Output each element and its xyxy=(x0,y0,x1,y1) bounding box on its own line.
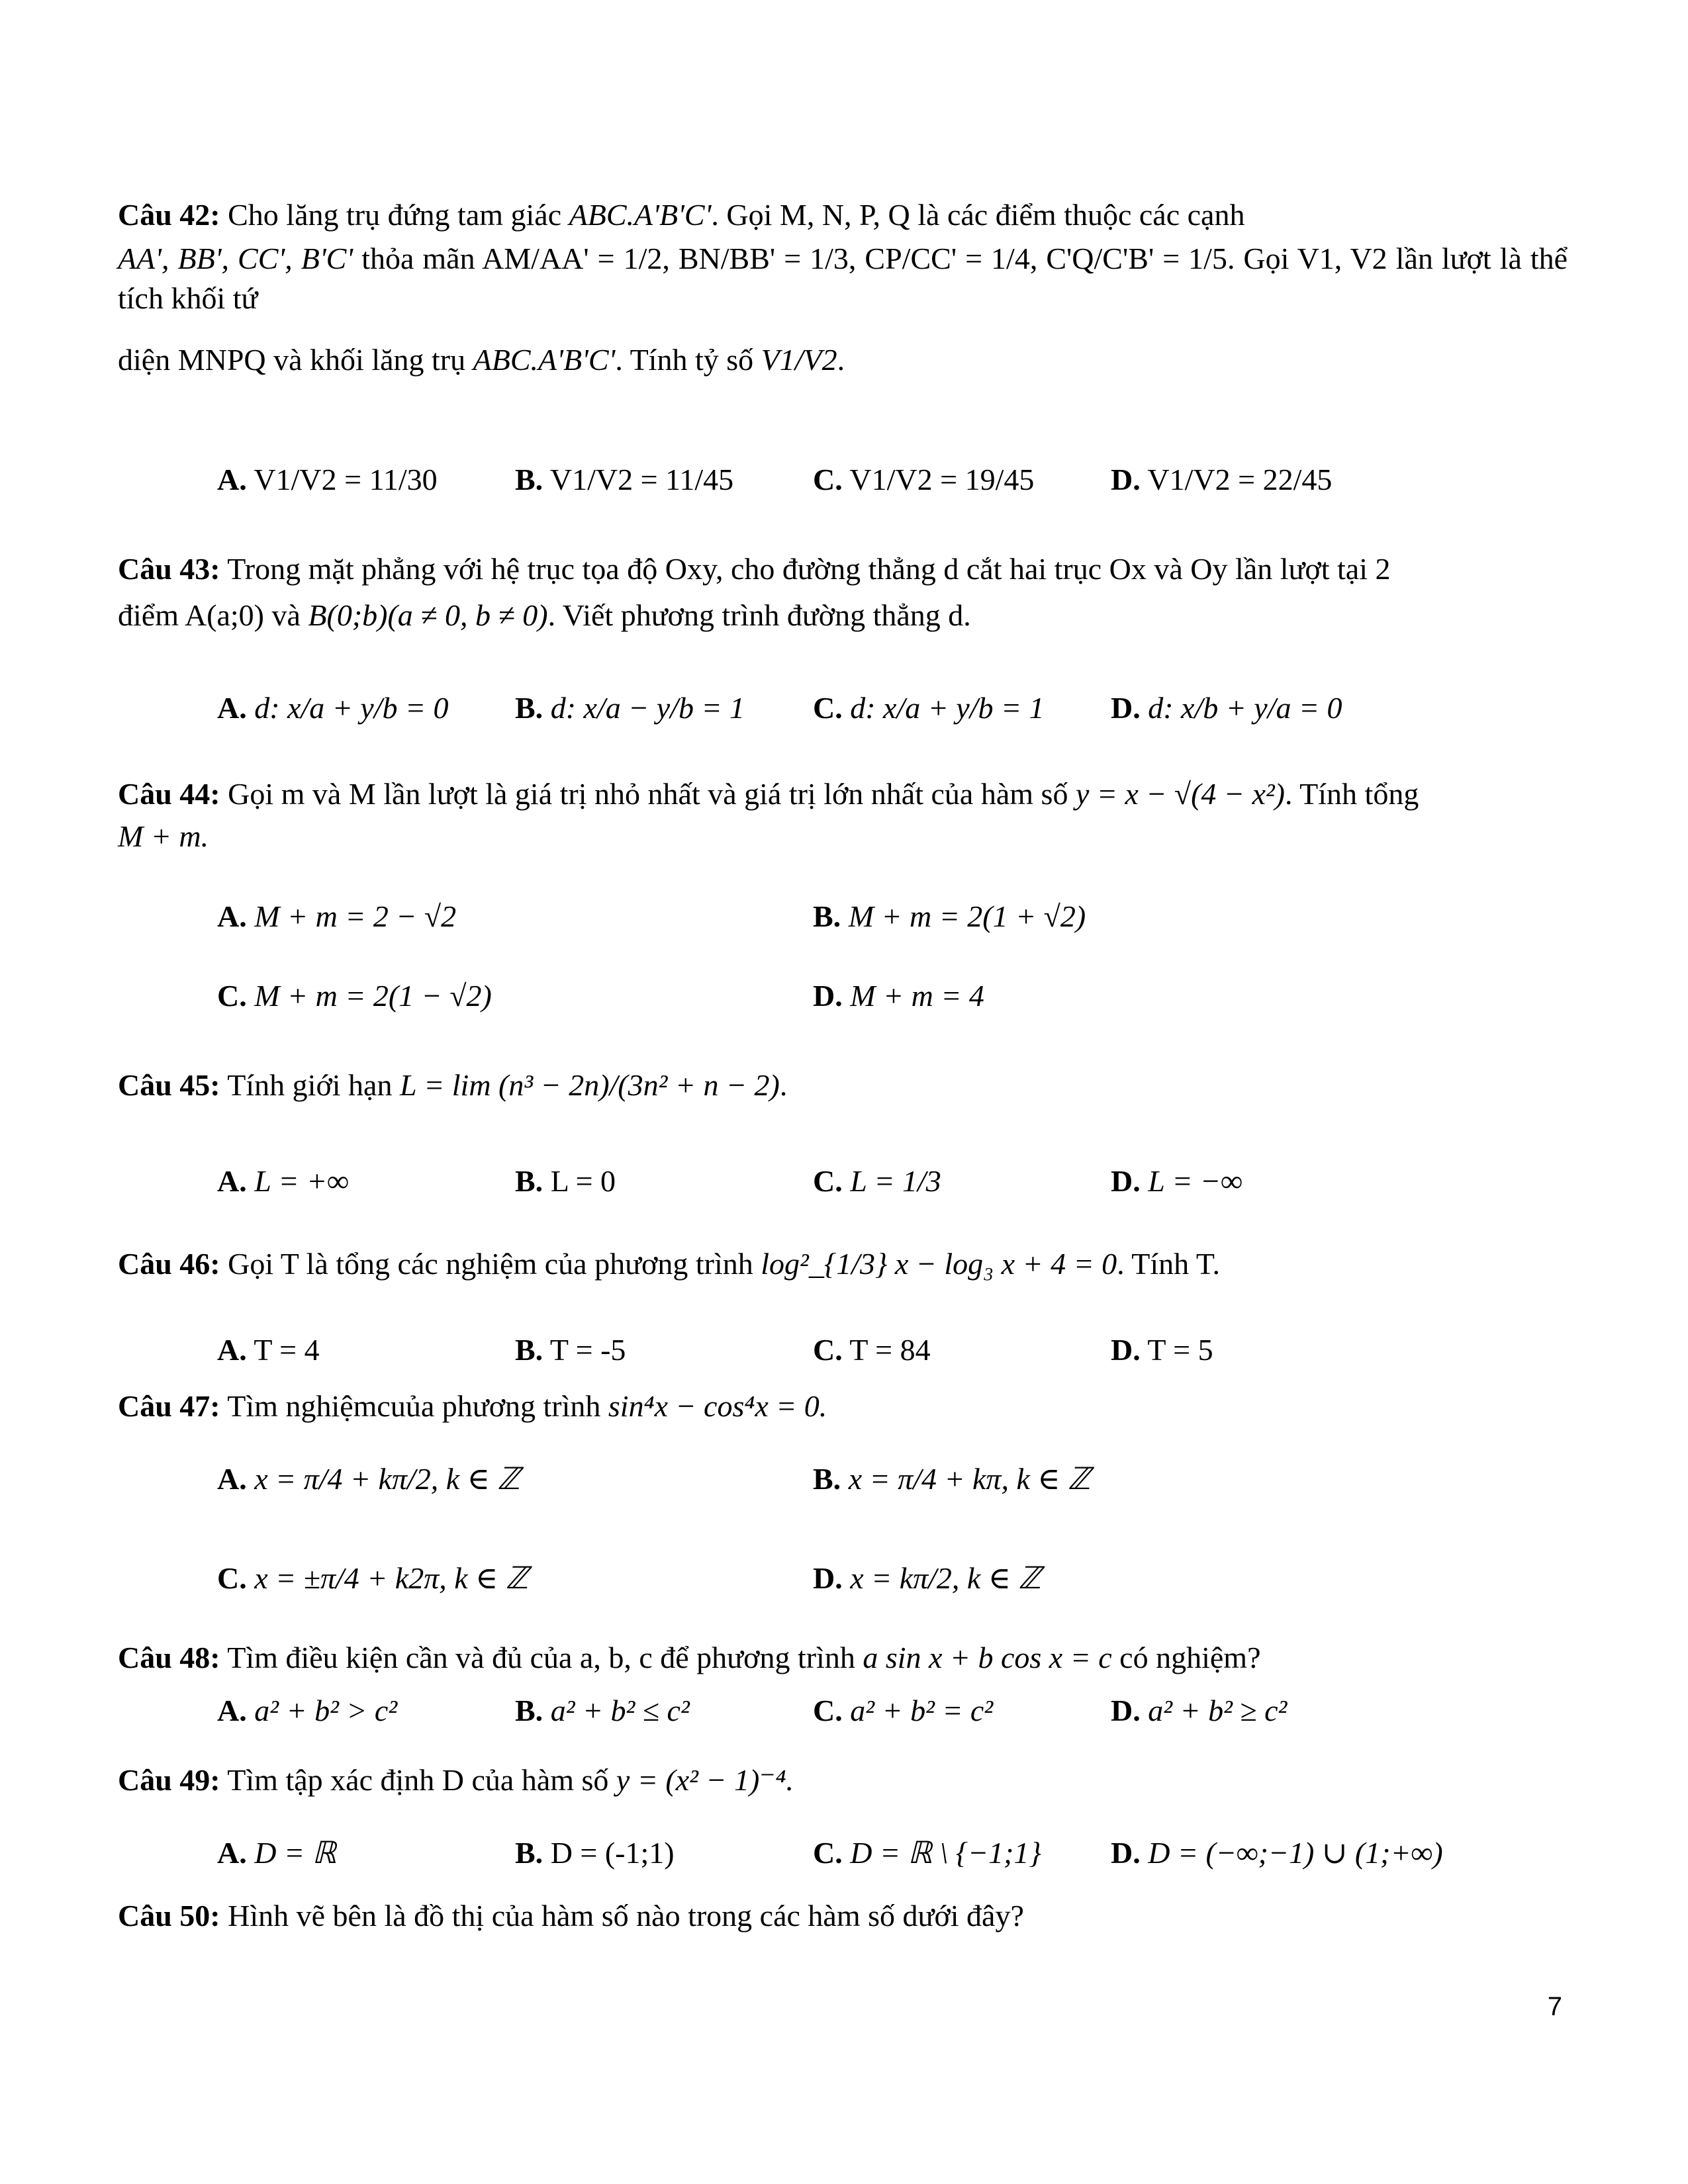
option-a[interactable]: A. V1/V2 = 11/30 xyxy=(217,463,438,496)
question-42-ratio-symbol: V1/V2 xyxy=(761,343,837,377)
question-45-stem: Câu 45: Tính giới hạn L = lim (n³ − 2n)/(3n² + n − 2). xyxy=(118,1068,788,1102)
question-42-ratio-3: CP/CC' = 1/4 xyxy=(865,241,1030,275)
option-a[interactable]: A. M + m = 2 − √2 xyxy=(217,899,457,933)
option-a[interactable]: A. T = 4 xyxy=(217,1333,320,1367)
option-b[interactable]: B. a² + b² ≤ c² xyxy=(515,1694,690,1727)
question-48-stem: Câu 48: Tìm điều kiện cần và đủ của a, b, c để phương trình a sin x + b cos x = c có nghiệm? xyxy=(118,1641,1261,1674)
option-a[interactable]: A. x = π/4 + kπ/2, k ∈ ℤ xyxy=(217,1462,520,1496)
option-d[interactable]: D. x = kπ/2, k ∈ ℤ xyxy=(813,1561,1041,1595)
question-44-stem: Câu 44: Gọi m và M lần lượt là giá trị nhỏ nhất và giá trị lớn nhất của hàm số y = x − √(4 − x²). Tính tổng xyxy=(118,777,1419,811)
option-a[interactable]: A. L = +∞ xyxy=(217,1164,349,1198)
option-a[interactable]: A. D = ℝ xyxy=(217,1836,336,1870)
option-c[interactable]: C. T = 84 xyxy=(813,1333,931,1367)
question-46-stem: Câu 46: Gọi T là tổng các nghiệm của phương trình log²_{1/3} x − log₃ x + 4 = 0. Tính T. xyxy=(118,1247,1221,1281)
option-b[interactable]: B. d: x/a − y/b = 1 xyxy=(515,691,745,725)
question-42-ratio-1: AM/AA' = 1/2 xyxy=(482,241,663,275)
option-b[interactable]: B. V1/V2 = 11/45 xyxy=(515,463,734,496)
question-49-stem: Câu 49: Tìm tập xác định D của hàm số y = (x² − 1)⁻⁴. xyxy=(118,1763,794,1797)
question-43-stem: Câu 43: Trong mặt phẳng với hệ trục tọa độ Oxy, cho đường thẳng d cắt hai trục Ox và Oy lần lượt tại 2 xyxy=(118,552,1391,586)
question-47-stem: Câu 47: Tìm nghiệmcuủa phương trình sin⁴x − cos⁴x = 0. xyxy=(118,1389,827,1423)
option-c[interactable]: C. L = 1/3 xyxy=(813,1164,941,1198)
option-a[interactable]: A. d: x/a + y/b = 0 xyxy=(217,691,449,725)
option-c[interactable]: C. M + m = 2(1 − √2) xyxy=(217,979,492,1013)
question-45 xyxy=(118,1066,1568,1198)
question-50 xyxy=(118,1896,1568,1936)
question-42-stem: Câu 42: Cho lăng trụ đứng tam giác ABC.A'B'C'. Gọi M, N, P, Q là các điểm thuộc các cạnh xyxy=(118,198,1245,232)
question-42: Câu 42: Cho lăng trụ đứng tam giác ABC.A'B'C'. Gọi M, N, P, Q là các điểm thuộc các cạnh AA', BB', CC', B'C' thỏa mãn AM/AA' = 1/2, BN/BB' = 1/3, CP/CC' = 1/4, C'Q/C'B' = 1/5. Gọi V1, V2 lần lượt là thể tích khối tứ diện MNPQ và khối lăng trụ ABC.A'B'C'. Tính tỷ số V1/V2. A. V1/V2 = 11/30 B. V1/V2 = 11/45 C. V1/V2 = 19/45 D. V1/V2 = 22/45 xyxy=(118,195,1568,380)
question-42-ratio-4: C'Q/C'B' = 1/5 xyxy=(1046,241,1227,275)
option-c[interactable]: C. V1/V2 = 19/45 xyxy=(813,463,1035,496)
question-43: Câu 43: Trong mặt phẳng với hệ trục tọa độ Oxy, cho đường thẳng d cắt hai trục Ox và Oy lần lượt tại 2 điểm A(a;0) và B(0;b)(a ≠ 0, b ≠ 0). Viết phương trình đường thẳng d. A. d: x/a + y/b = 0 B. d: x/a − y/b = 1 C. d: x/a + y/b = 1 D. d: x/b + y/a = 0 xyxy=(118,549,1568,635)
option-d[interactable]: D. a² + b² ≥ c² xyxy=(1111,1694,1288,1727)
question-49-label: Câu 49: xyxy=(118,1763,220,1797)
option-b[interactable]: B. T = -5 xyxy=(515,1333,626,1367)
option-d[interactable]: D. d: x/b + y/a = 0 xyxy=(1111,691,1342,725)
question-50-label: Câu 50: xyxy=(118,1899,220,1933)
question-47 xyxy=(118,1387,1568,1595)
option-b[interactable]: B. M + m = 2(1 + √2) xyxy=(813,899,1086,933)
question-42-label: Câu 42: xyxy=(118,198,220,232)
question-50-stem: Câu 50: Hình vẽ bên là đồ thị của hàm số nào trong các hàm số dưới đây? xyxy=(118,1899,1024,1933)
option-d[interactable]: D. V1/V2 = 22/45 xyxy=(1111,463,1333,496)
page-number: 7 xyxy=(1547,1992,1562,2021)
question-43-label: Câu 43: xyxy=(118,552,220,586)
question-45-label: Câu 45: xyxy=(118,1068,220,1102)
question-48 xyxy=(118,1638,1568,1727)
option-c[interactable]: C. D = ℝ \ {−1;1} xyxy=(813,1836,1041,1870)
option-b[interactable]: B. x = π/4 + kπ, k ∈ ℤ xyxy=(813,1462,1091,1496)
option-d[interactable]: D. T = 5 xyxy=(1111,1333,1213,1367)
question-46-label: Câu 46: xyxy=(118,1247,220,1281)
option-c[interactable]: C. x = ±π/4 + k2π, k ∈ ℤ xyxy=(217,1561,528,1595)
question-44: Câu 44: Gọi m và M lần lượt là giá trị nhỏ nhất và giá trị lớn nhất của hàm số y = x − √(4 − x²). Tính tổng M + m. A. M + m = 2 − √2 B. M + m = 2(1 + √2) C. M + m = 2(1 − √2) D. M + m = 4 xyxy=(118,774,1568,856)
question-44-label: Câu 44: xyxy=(118,777,220,811)
question-49 xyxy=(118,1760,1568,1870)
option-c[interactable]: C. d: x/a + y/b = 1 xyxy=(813,691,1045,725)
option-d[interactable]: D. D = (−∞;−1) ∪ (1;+∞) xyxy=(1111,1836,1443,1870)
option-b[interactable]: B. L = 0 xyxy=(515,1164,616,1198)
option-b[interactable]: B. D = (-1;1) xyxy=(515,1836,675,1870)
question-47-label: Câu 47: xyxy=(118,1389,220,1423)
option-d[interactable]: D. M + m = 4 xyxy=(813,979,984,1013)
option-a[interactable]: A. a² + b² > c² xyxy=(217,1694,398,1727)
question-46 xyxy=(118,1244,1568,1367)
question-42-ratio-2: BN/BB' = 1/3 xyxy=(678,241,849,275)
option-c[interactable]: C. a² + b² = c² xyxy=(813,1694,994,1727)
option-d[interactable]: D. L = −∞ xyxy=(1111,1164,1243,1198)
question-48-label: Câu 48: xyxy=(118,1641,220,1674)
